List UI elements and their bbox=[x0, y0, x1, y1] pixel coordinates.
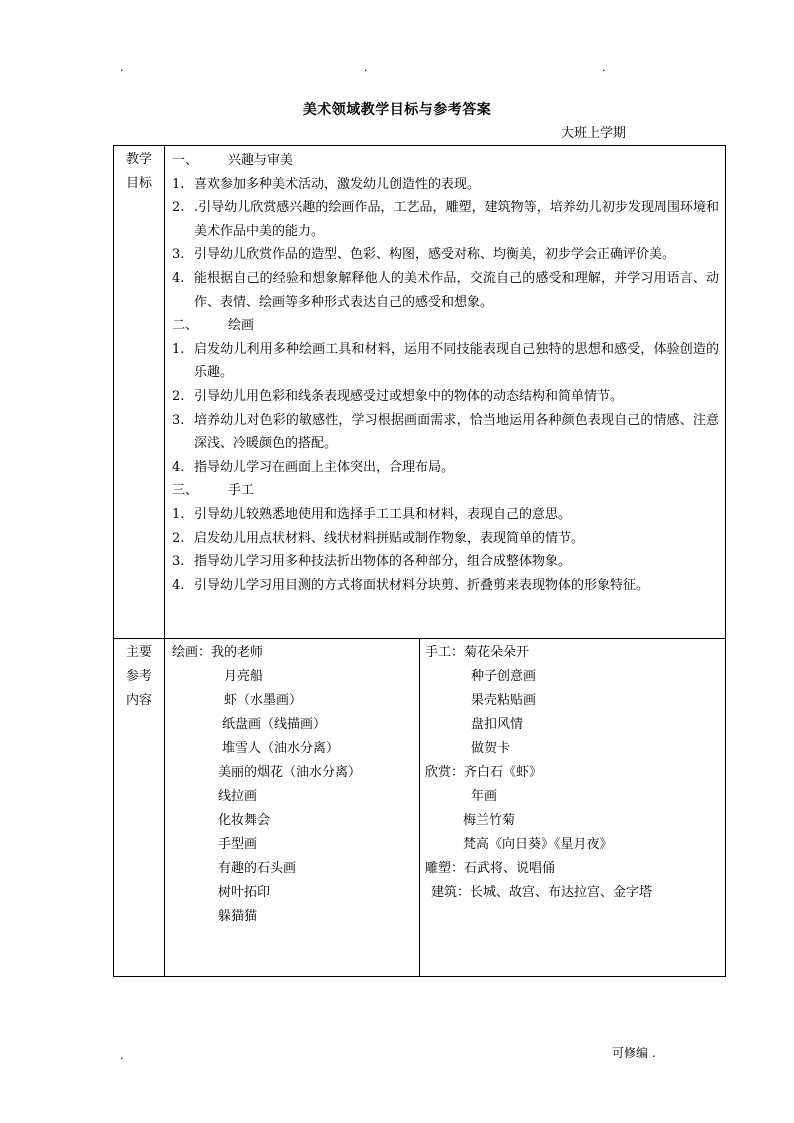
goal-item bbox=[172, 196, 719, 243]
content-item: 果壳粘贴画 bbox=[471, 693, 537, 708]
section-title: 绘画 bbox=[228, 318, 255, 334]
content-item: 线拉画 bbox=[218, 789, 258, 804]
section-heading bbox=[172, 314, 719, 338]
content-item: 梅兰竹菊 bbox=[463, 813, 516, 828]
goal-item bbox=[172, 338, 719, 385]
content-item: 躲猫猫 bbox=[218, 909, 258, 924]
content-label: 主要 bbox=[125, 645, 152, 660]
goal-item-number: 1. bbox=[172, 506, 185, 522]
goal-item bbox=[172, 385, 719, 409]
goals-row bbox=[114, 146, 726, 639]
goals-content-cell bbox=[165, 146, 726, 639]
header-mark: . bbox=[120, 61, 124, 74]
goal-item bbox=[172, 243, 719, 267]
section-heading bbox=[172, 149, 719, 173]
content-item: 欣赏：齐白石《虾》 bbox=[425, 765, 543, 780]
goal-item bbox=[172, 456, 719, 480]
goal-item-text: 引导幼儿欣赏作品的造型、色彩、构图，感受对称、均衡美，初步学会正确评价美。 bbox=[194, 247, 676, 263]
content-item: 虾（水墨画） bbox=[224, 693, 303, 708]
goal-item-number: 1. bbox=[172, 341, 185, 357]
goal-item-text: 启发幼儿用点状材料、线状材料拼贴或制作物象，表现简单的情节。 bbox=[194, 530, 585, 546]
content-item: 年画 bbox=[471, 789, 498, 804]
goal-item bbox=[172, 173, 719, 197]
goal-item-number: 4. bbox=[172, 270, 185, 286]
goal-item-number: 2. bbox=[172, 530, 185, 546]
goals-label: 教学 bbox=[125, 152, 152, 167]
goal-item bbox=[172, 574, 719, 598]
content-item: 月亮船 bbox=[224, 669, 264, 684]
goal-item-text: 指导幼儿学习用多种技法折出物体的各种部分，组合成整体物象。 bbox=[194, 554, 572, 570]
goal-item bbox=[172, 409, 719, 456]
content-item: 堆雪人（油水分离） bbox=[222, 741, 340, 756]
footer-mark: . bbox=[120, 1049, 124, 1062]
goal-item-number: 1. bbox=[172, 176, 185, 192]
goal-item-text: 引导幼儿学习用目测的方式将面状材料分块剪、折叠剪来表现物体的形象特征。 bbox=[194, 577, 650, 593]
content-item: 化妆舞会 bbox=[218, 813, 271, 828]
content-item: 种子创意画 bbox=[471, 669, 537, 684]
goal-item-text: 引导幼儿用色彩和线条表现感受过或想象中的物体的动态结构和简单情节。 bbox=[194, 388, 624, 404]
footer-note: 可修编 . bbox=[612, 1046, 656, 1060]
goal-item bbox=[172, 527, 719, 551]
goal-item-text: .引导幼儿欣赏感兴趣的绘画作品，工艺品，雕塑，建筑物等，培养幼儿初步发现周围环境和美术作品中美的能力。 bbox=[194, 200, 720, 239]
section-number: 三、 bbox=[172, 483, 199, 499]
goals-table bbox=[113, 145, 726, 977]
content-item: 有趣的石头画 bbox=[218, 861, 297, 876]
section-title: 兴趣与审美 bbox=[228, 153, 294, 168]
goals-list bbox=[172, 149, 719, 597]
content-label: 参考 bbox=[125, 669, 152, 684]
document-title: 美术领域教学目标与参考答案 bbox=[302, 102, 492, 118]
content-item: 建筑：长城、故宫、布达拉宫、金字塔 bbox=[431, 885, 653, 900]
header-mark: . bbox=[602, 61, 606, 74]
content-label: 内容 bbox=[125, 693, 152, 708]
content-item: 做贺卡 bbox=[471, 741, 511, 756]
goal-item bbox=[172, 267, 719, 314]
goals-label: 目标 bbox=[125, 176, 152, 191]
content-item: 手型画 bbox=[218, 837, 258, 852]
content-row bbox=[114, 639, 726, 977]
goal-item-text: 引导幼儿较熟悉地使用和选择手工工具和材料，表现自己的意思。 bbox=[194, 506, 572, 522]
content-item: 盘扣风情 bbox=[471, 717, 524, 732]
header-mark: . bbox=[364, 61, 368, 74]
goal-item-number: 3. bbox=[172, 247, 185, 263]
painting-list bbox=[172, 641, 419, 929]
content-item: 树叶拓印 bbox=[218, 885, 271, 900]
goal-item-text: 指导幼儿学习在画面上主体突出，合理布局。 bbox=[194, 459, 455, 475]
goal-item-text: 能根据自己的经验和想象解释他人的美术作品，交流自己的感受和理解，并学习用语言、动作、表情、绘画等多种形式表达自己的感受和想象。 bbox=[194, 270, 720, 310]
content-right-cell bbox=[420, 639, 726, 977]
content-label-cell bbox=[114, 639, 165, 977]
goal-item-number: 2. bbox=[172, 200, 185, 216]
goal-item-number: 3. bbox=[172, 554, 185, 570]
goals-label-cell bbox=[114, 146, 165, 639]
goal-item bbox=[172, 503, 719, 527]
goal-item-number: 4. bbox=[172, 577, 185, 593]
section-number: 一、 bbox=[172, 153, 199, 168]
section-number: 二、 bbox=[172, 318, 199, 334]
content-item: 纸盘画（线描画） bbox=[222, 717, 327, 732]
goal-item-text: 培养幼儿对色彩的敏感性，学习根据画面需求，恰当地运用各种颜色表现自己的情感、注意深浅、冷暖颜色的搭配。 bbox=[194, 412, 720, 452]
content-item: 绘画：我的老师 bbox=[172, 645, 264, 660]
goal-item-number: 3. bbox=[172, 412, 185, 428]
goal-item-number: 4. bbox=[172, 459, 185, 475]
crafts-list bbox=[425, 641, 725, 905]
goal-item-number: 2. bbox=[172, 388, 185, 404]
content-item: 美丽的烟花（油水分离） bbox=[218, 765, 362, 780]
goal-item bbox=[172, 550, 719, 574]
section-title: 手工 bbox=[228, 483, 255, 499]
goal-item-text: 启发幼儿利用多种绘画工具和材料，运用不同技能表现自己独特的思想和感受，体验创造的乐趣。 bbox=[194, 341, 720, 381]
content-item: 手工：菊花朵朵开 bbox=[425, 645, 530, 660]
semester-label: 大班上学期 bbox=[561, 126, 627, 141]
content-item: 梵高《向日葵》《星月夜》 bbox=[463, 837, 613, 852]
content-left-cell bbox=[165, 639, 420, 977]
goal-item-text: 喜欢参加多种美术活动，激发幼儿创造性的表现。 bbox=[194, 176, 481, 192]
section-heading bbox=[172, 479, 719, 503]
content-item: 雕塑：石武将、说唱俑 bbox=[425, 861, 556, 876]
